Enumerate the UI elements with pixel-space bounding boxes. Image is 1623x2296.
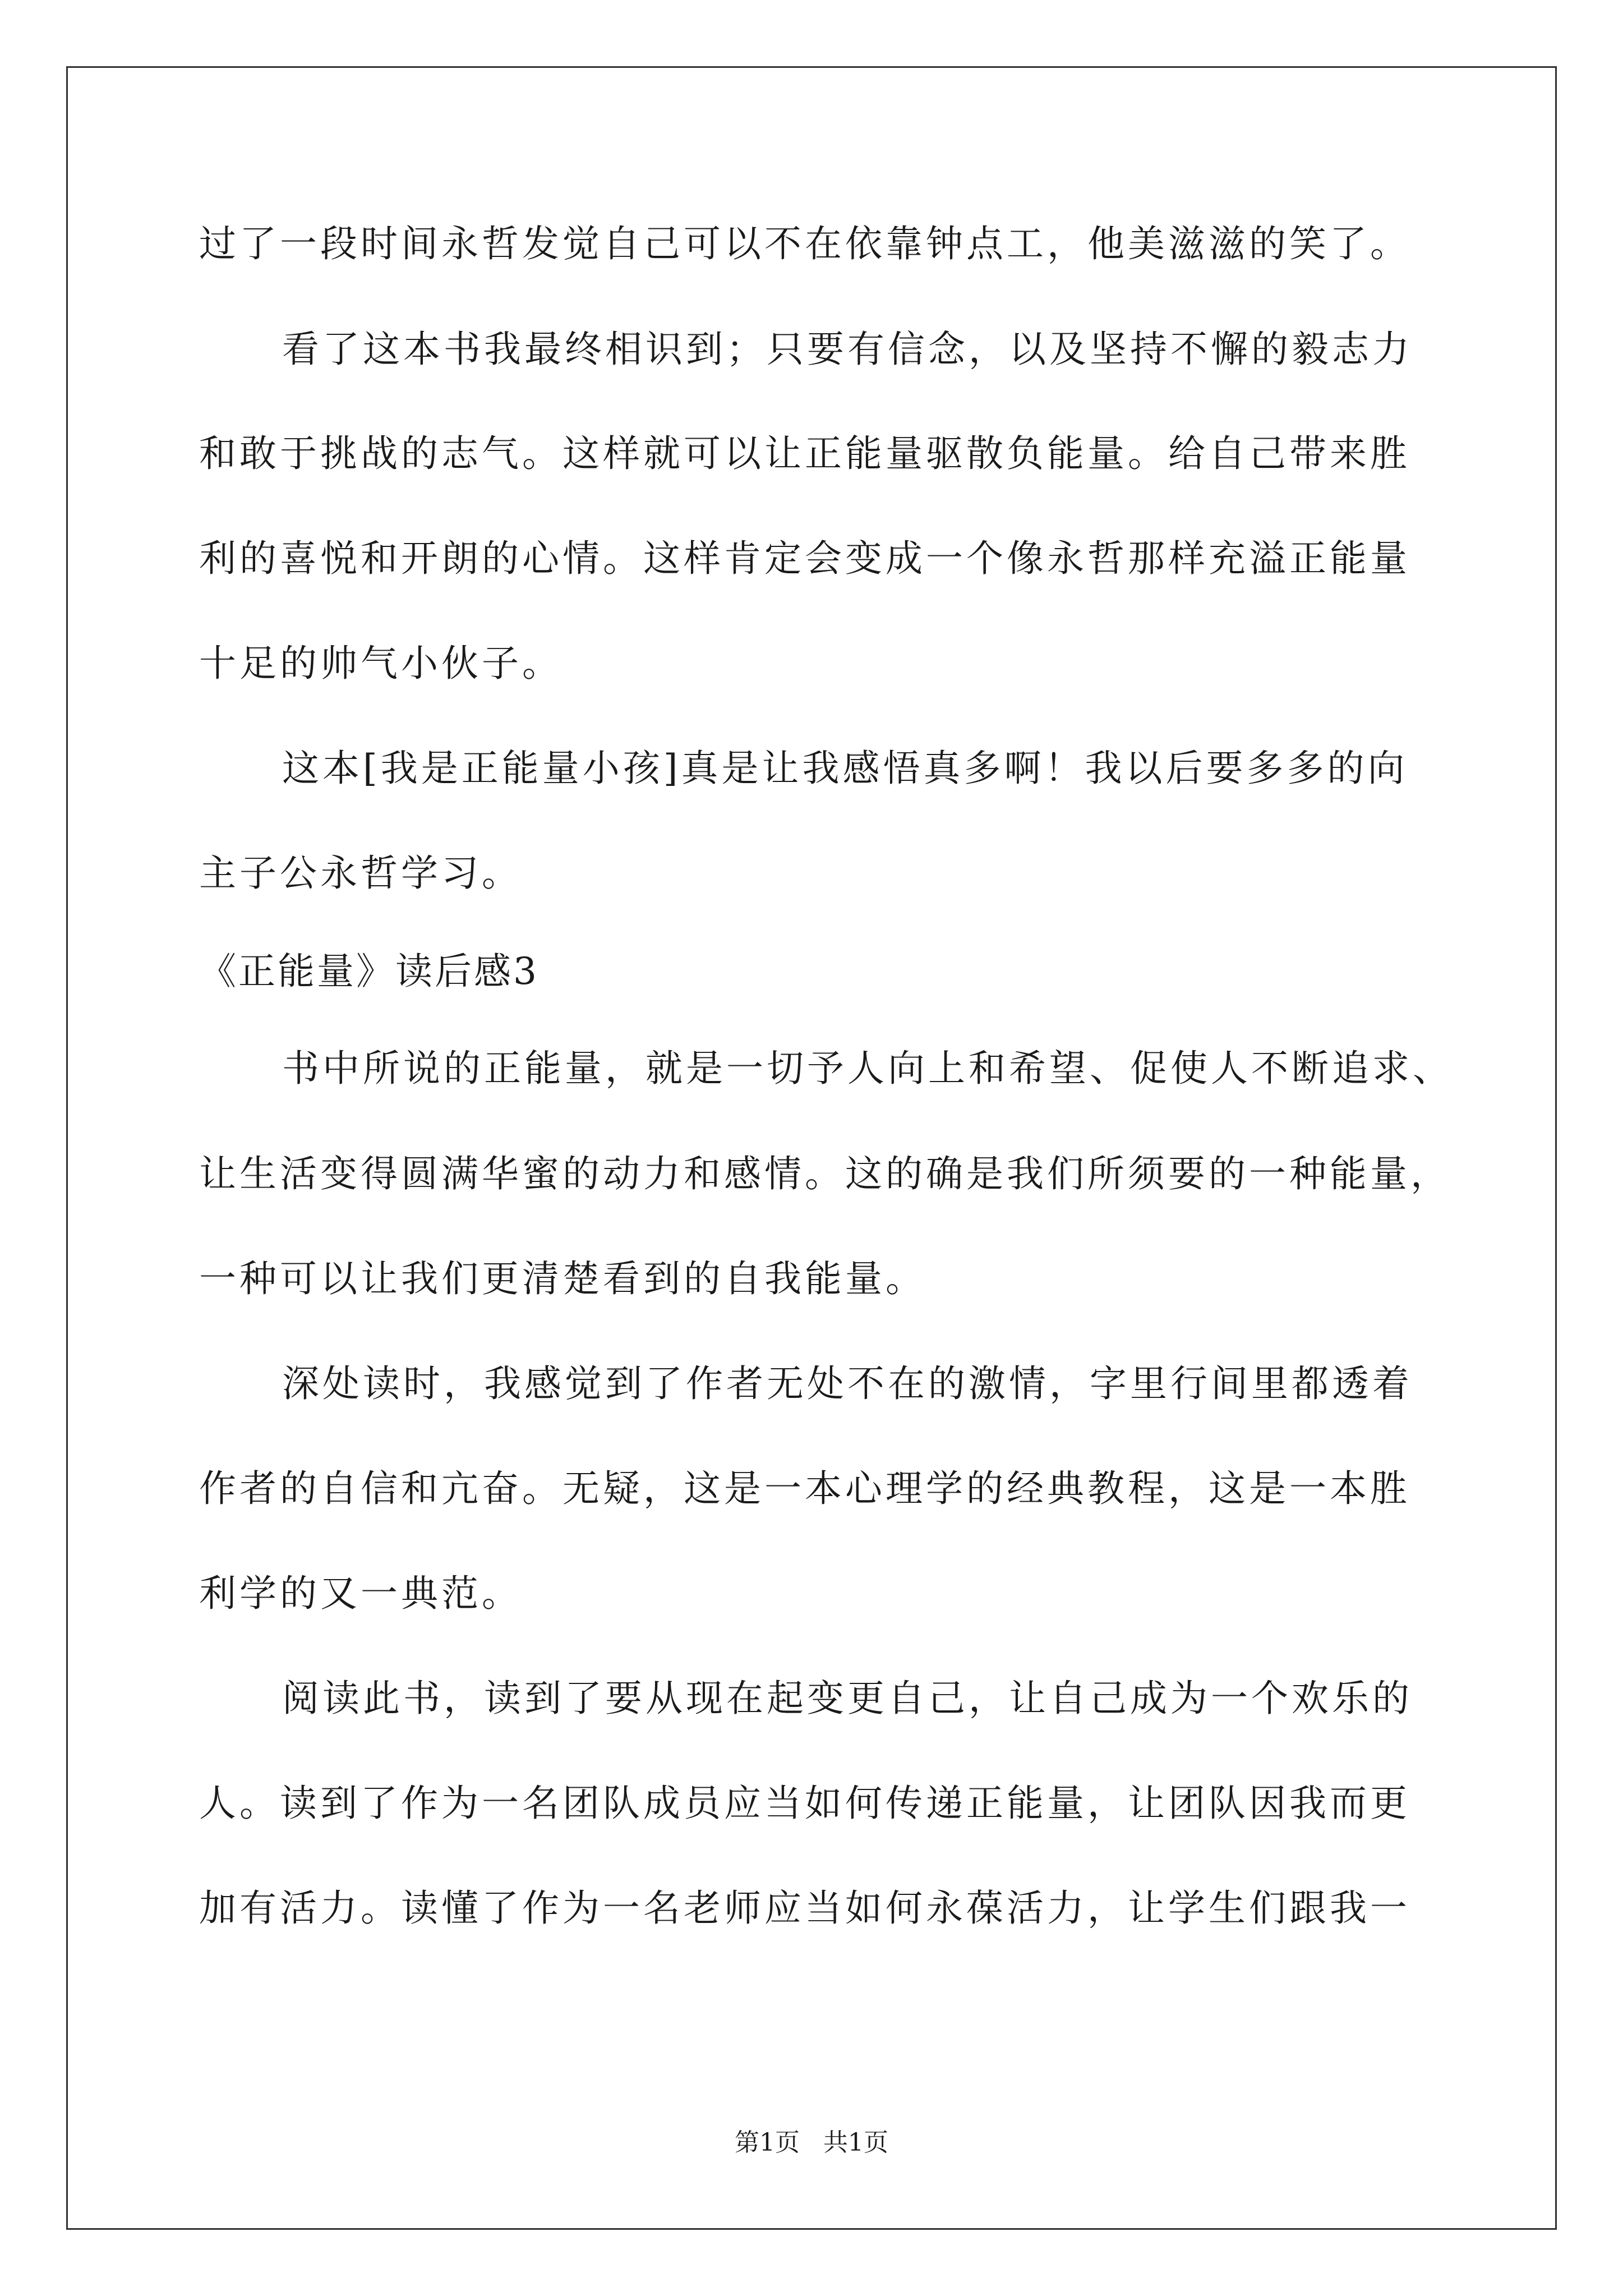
page-footer [0,2126,1623,2160]
paragraph-first-line: 书中所说的正能量，就是一切予人向上和希望、促使人不断追求、 [282,1047,1453,1090]
paragraph-first-line: 这本[我是正能量小孩]真是让我感悟真多啊！我以后要多多的向 [282,747,1408,790]
paragraph-first-line: 看了这本书我最终相识到；只要有信念，以及坚持不懈的毅志力 [282,328,1413,371]
text-line: 一种可以让我们更清楚看到的自我能量。 [199,1257,926,1300]
text-line: 利学的又一典范。 [199,1572,522,1615]
text-line: 和敢于挑战的志气。这样就可以让正能量驱散负能量。给自己带来胜 [199,432,1410,475]
text-line: 利的喜悦和开朗的心情。这样肯定会变成一个像永哲那样充溢正能量 [199,537,1410,580]
text-line: 十足的帅气小伙子。 [199,642,562,685]
text-line: 加有活力。读懂了作为一名老师应当如何永葆活力，让学生们跟我一 [199,1887,1410,1930]
text-line: 人。读到了作为一名团队成员应当如何传递正能量，让团队因我而更 [199,1782,1410,1825]
text-line: 让生活变得圆满华蜜的动力和感情。这的确是我们所须要的一种能量， [199,1152,1451,1195]
section-heading: 《正能量》读后感3 [199,950,539,993]
text-line: 作者的自信和亢奋。无疑，这是一本心理学的经典教程，这是一本胜 [199,1467,1410,1510]
paragraph-first-line: 阅读此书，读到了要从现在起变更自己，让自己成为一个欢乐的 [282,1677,1413,1720]
page-number: 第1页 [735,2128,800,2157]
paragraph-first-line: 深处读时，我感觉到了作者无处不在的激情，字里行间里都透着 [282,1362,1413,1405]
text-line: 过了一段时间永哲发觉自己可以不在依靠钟点工，他美滋滋的笑了。 [199,222,1410,265]
text-line: 主子公永哲学习。 [199,852,522,895]
page-total: 共1页 [823,2128,888,2157]
